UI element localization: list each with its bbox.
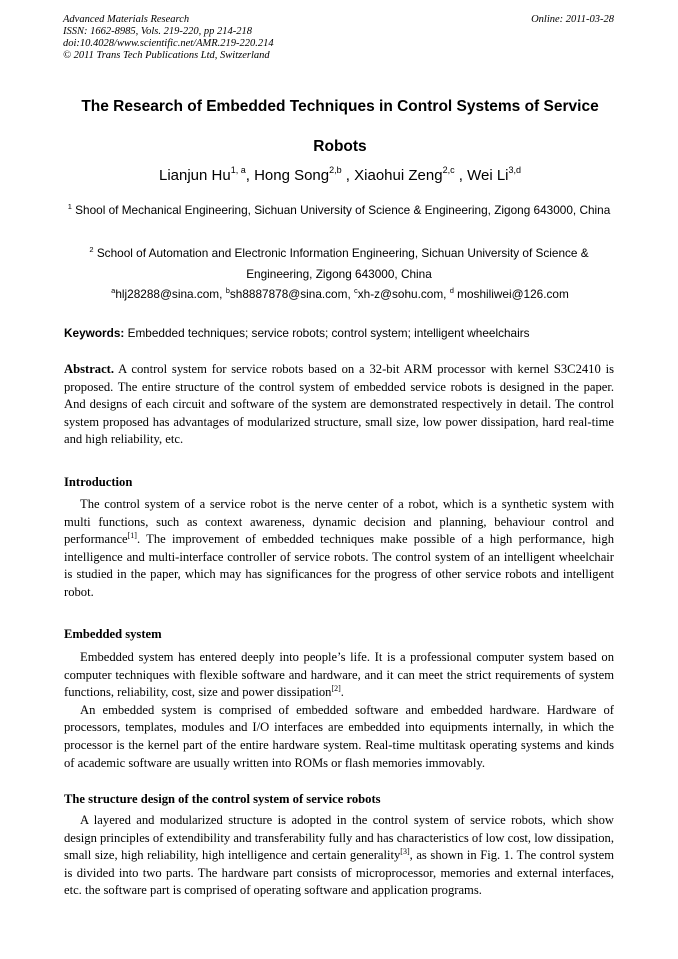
paragraph-text: . The improvement of embedded techniques make possible of a high performance, high intelligence and multi-interface controller of service robots. The control system of an intelligent wheelchair is studied in the paper, which may has significances for the progress of other service robots and intelligent robot. [64,532,614,599]
affiliation-sup: 2 [89,245,94,254]
affiliation-2 [64,243,614,285]
paragraph [64,496,614,602]
email-link[interactable]: sh8887878@sina.com, [229,287,351,301]
author-sup: 2,b [329,165,342,175]
email-list [40,285,640,303]
section-heading-introduction: Introduction [64,475,133,489]
section-heading-structure-design: The structure design of the control system of service robots [64,792,381,806]
email-link[interactable]: xh-z@sohu.com, [357,287,447,301]
copyright-line: © 2011 Trans Tech Publications Ltd, Switzerland [63,50,270,61]
journal-header [63,14,274,62]
author-sup: 2,c [442,165,455,175]
doi-line: doi:10.4028/www.scientific.net/AMR.219-220.214 [63,38,274,49]
journal-name: Advanced Materials Research [63,14,190,25]
citation: [1] [127,531,137,541]
affiliation-sup: 1 [67,202,72,211]
introduction-body [64,496,614,602]
email-link[interactable]: hlj28288@sina.com, [115,287,223,301]
email-sup: c [354,286,358,295]
paragraph: An embedded system is comprised of embedded software and embedded hardware. Hardware of processors, templates, modules and I/O interfaces are embedded into equipments internally, in which the processor is the kernel part of the entire hardware system. Real-time multitask operating systems and kinds of academic software are usually written into ROMs or flash memories immovably. [64,702,614,770]
paragraph [64,649,614,702]
citation: [2] [331,684,341,694]
author-name: Hong Song [254,167,330,184]
affiliation-1 [64,200,614,221]
paragraph [64,812,614,900]
citation: [3] [400,847,410,857]
structure-design-body [64,812,614,900]
abstract-label: Abstract. [64,362,115,376]
keywords-label: Keywords: [64,326,125,340]
section-heading-embedded-system: Embedded system [64,627,162,641]
keywords-text: Embedded techniques; service robots; control system; intelligent wheelchairs [127,326,530,340]
email-sup: b [225,286,230,295]
paper-title: The Research of Embedded Techniques in Control Systems of Service Robots [81,98,599,155]
author-name: Xiaohui Zeng [354,167,443,184]
author-sup: 3,d [508,165,522,175]
issn-line: ISSN: 1662-8985, Vols. 219-220, pp 214-218 [63,26,252,37]
email-link[interactable]: moshiliwei@126.com [457,287,569,301]
paragraph-text: , as shown in Fig. 1. The control system is divided into two parts. The hardware part consists of microprocessor, memories and external interfaces, etc. the software part is comprised of operating software and application programs. [64,848,614,898]
email-sup: a [111,286,116,295]
abstract [64,361,614,449]
abstract-text: A control system for service robots based on a 32-bit ARM processor with kernel S3C2410 is proposed. The entire structure of the control system of embedded service robots is designed in the paper. And designs of each circuit and software of the system are demonstrated respectively in detail. The control system proposed has advantages of modularized structure, small size, low power dissipation, hard real-time and high reliability, etc. [64,362,614,447]
author-list: Lianjun Hu$^{1, a}$, Hong Song$^{2,b}$ , Xiaohui Zeng$^{2,c}$ , Wei Li$^{3,d}$ [158,165,522,184]
email-sup: d [449,286,454,295]
paragraph-text: Embedded system has entered deeply into people’s life. It is a professional computer system based on computer techniques with flexible software and hardware, and it can meet the strict requirements of system functions, reliability, cost, size and power dissipation [64,650,614,700]
affiliation-text: Shool of Mechanical Engineering, Sichuan University of Science & Engineering, Zigong 643000, China [75,203,611,217]
paragraph-text: . [340,685,344,700]
keywords [64,325,614,341]
online-date: Online: 2011-03-28 [531,14,614,25]
paragraph-text: A layered and modularized structure is adopted in the control system of service robots, which show design principles of extendibility and transferability fully and has characteristics of low cost, low dissipation, small size, high reliability, high intelligence and certain generality [64,813,614,863]
affiliation-text: School of Automation and Electronic Information Engineering, Sichuan University of Science & Engineering, Zigong 643000, China [96,246,589,281]
author-sup: 1, a [230,165,246,175]
author-name: Wei Li [467,167,509,184]
author-name: Lianjun Hu [158,167,231,184]
embedded-system-body [64,649,614,772]
paragraph-text: The control system of a service robot is the nerve center of a robot, which is a synthetic system with multi functions, such as context awareness, dynamic decision and planning, behaviour control and performance [64,497,614,547]
